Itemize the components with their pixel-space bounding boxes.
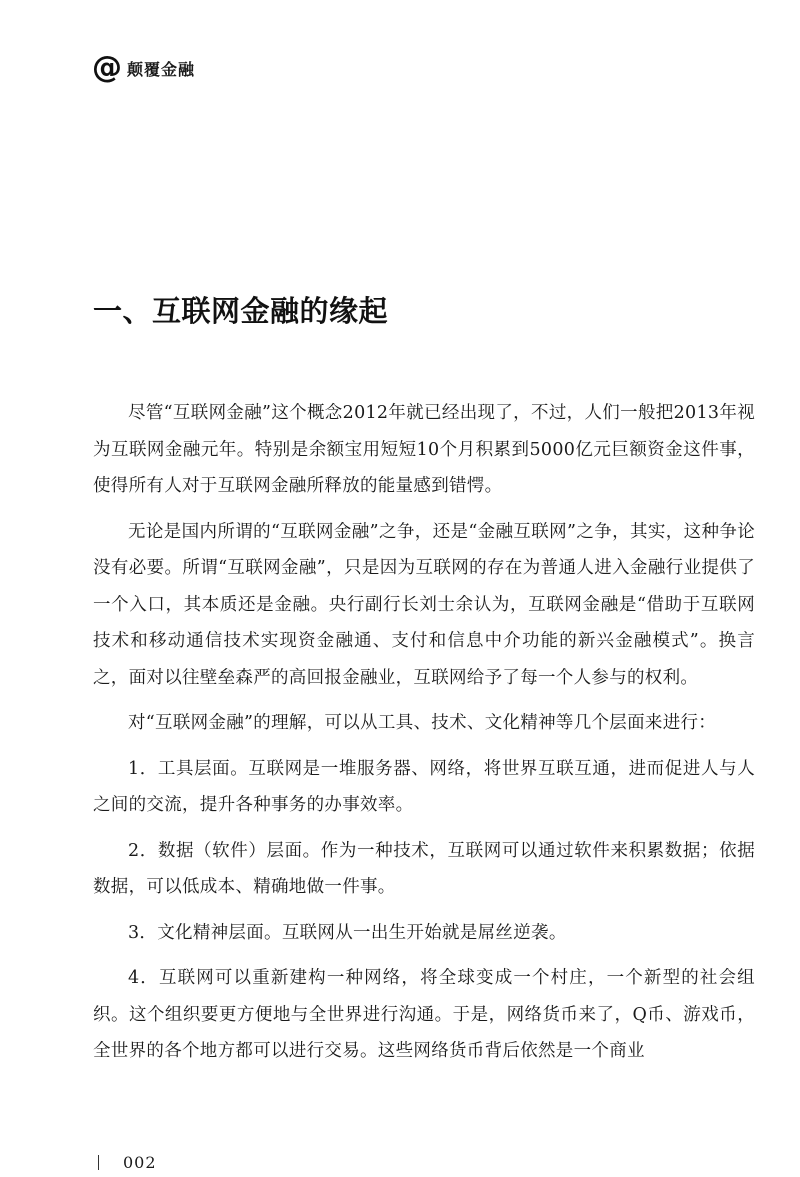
paragraph: 对“互联网金融”的理解，可以从工具、技术、文化精神等几个层面来进行： — [128, 713, 717, 733]
list-item: 3．文化精神层面。互联网从一出生开始就是屌丝逆袭。 — [128, 922, 567, 943]
list-item: 1．工具层面。互联网是一堆服务器、网络，将世界互联互通，进而促进人与人之间的交流，提升各种事务的办事效率。 — [93, 758, 755, 815]
book-title: 颠覆金融 — [127, 59, 196, 79]
page-footer — [98, 1153, 157, 1172]
list-item: 4．互联网可以重新建构一种网络，将全球变成一个村庄，一个新型的社会组织。这个组织要更方便地与全世界进行沟通。于是，网络货币来了，Q币、游戏币，全世界的各个地方都可以进行交易。这些网络货币背后依然是一个商业 — [93, 968, 755, 1061]
paragraph: 尽管“互联网金融”这个概念2012年就已经出现了，不过，人们一般把2013年视为互联网金融元年。特别是余额宝用短短10个月积累到5000亿元巨额资金这件事，使得所有人对于互联网金融所释放的能量感到错愕。 — [93, 403, 755, 496]
at-sign-icon: @ — [92, 50, 122, 85]
page-number: 002 — [123, 1153, 157, 1172]
running-header — [92, 52, 195, 84]
list-item: 2．数据（软件）层面。作为一种技术，互联网可以通过软件来积累数据；依据数据，可以低成本、精确地做一件事。 — [93, 840, 755, 897]
footer-divider — [98, 1155, 99, 1170]
body-text — [93, 395, 755, 1079]
paragraph: 无论是国内所谓的“互联网金融”之争，还是“金融互联网”之争，其实，这种争论没有必要。所谓“互联网金融”，只是因为互联网的存在为普通人进入金融行业提供了一个入口，其本质还是金融。央行副行长刘士余认为，互联网金融是“借助于互联网技术和移动通信技术实现资金融通、支付和信息中介功能的新兴金融模式”。换言之，面对以往壁垒森严的高回报金融业，互联网给予了每一个人参与的权利。 — [93, 521, 755, 688]
section-title: 一、互联网金融的缘起 — [93, 294, 389, 328]
